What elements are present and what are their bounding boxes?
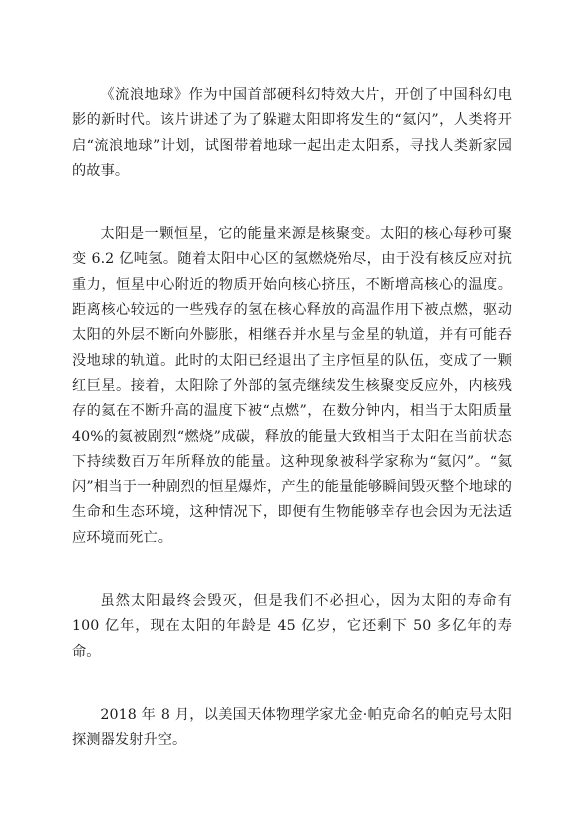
paragraph-wandering-earth-intro: 《流浪地球》作为中国首部硬科幻特效大片，开创了中国科幻电影的新时代。该片讲述了为了躲避太阳即将发生的“氦闪”，人类将开启“流浪地球”计划，试图带着地球一起出走太阳系，寻找人类新家园的故事。 <box>72 87 512 179</box>
document-body <box>72 83 512 754</box>
paragraph-sun-lifespan: 虽然太阳最终会毁灭，但是我们不必担心，因为太阳的寿命有 100 亿年，现在太阳的年龄是 45 亿岁，它还剩下 50 多亿年的寿命。 <box>72 593 512 660</box>
paragraph-parker-probe-launch: 2018 年 8 月，以美国天体物理学家尤金·帕克命名的帕克号太阳探测器发射升空。 <box>72 706 512 749</box>
paragraph-helium-flash-explanation: 太阳是一颗恒星，它的能量来源是核聚变。太阳的核心每秒可聚变 6.2 亿吨氢。随着太阳中心区的氢燃烧殆尽，由于没有核反应对抗重力，恒星中心附近的物质开始向核心挤压，不断增高核心的温度。距离核心较远的一些残存的氢在核心释放的高温作用下被点燃，驱动太阳的外层不断向外膨胀，相继吞并水星与金星的轨道，并有可能吞没地球的轨道。此时的太阳已经退出了主序恒星的队伍，变成了一颗红巨星。接着，太阳除了外部的氢壳继续发生核聚变反应外，内核残存的氦在不断升高的温度下被“点燃”，在数分钟内，相当于太阳质量 40%的氦被剧烈“燃烧”成碳，释放的能量大致相当于太阳在当前状态下持续数百万年所释放的能量。这种现象被科学家称为“氦闪”。“氦闪”相当于一种剧烈的恒星爆炸，产生的能量能够瞬间毁灭整个地球的生命和生态环境，这种情况下，即便有生物能够幸存也会因为无法适应环境而死亡。 <box>72 226 512 546</box>
